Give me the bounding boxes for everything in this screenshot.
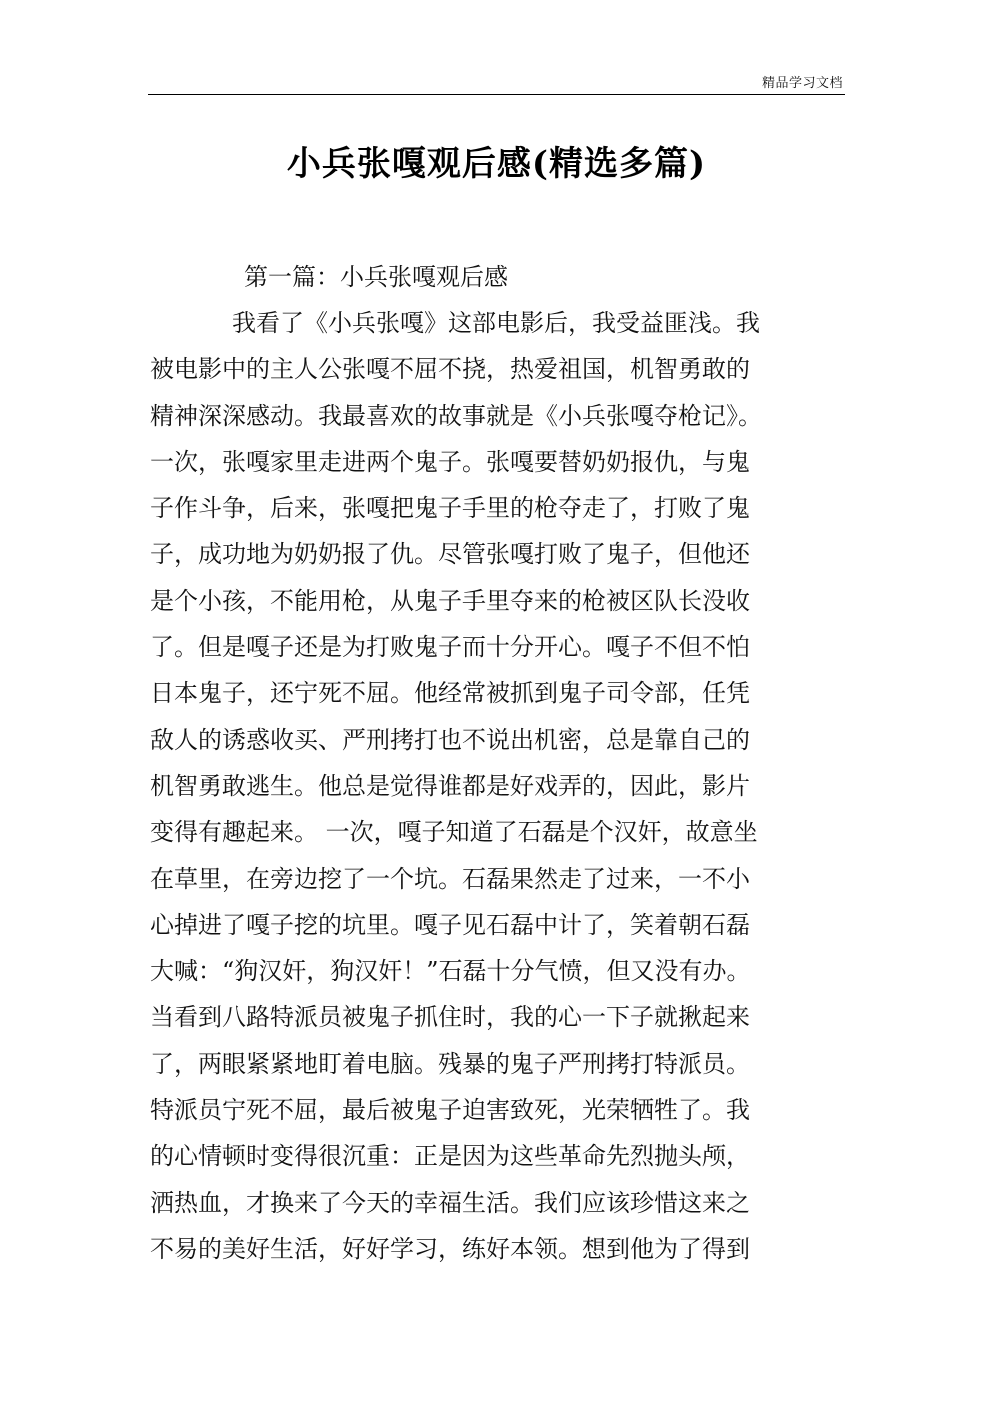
body-line: 的心情顿时变得很沉重：正是因为这些革命先烈抛头颅，: [150, 1142, 750, 1171]
body-line: 不易的美好生活，好好学习，练好本领。想到他为了得到: [150, 1234, 750, 1263]
body-line: 日本鬼子，还宁死不屈。他经常被抓到鬼子司令部，任凭: [150, 679, 750, 708]
body-line: 敌人的诱惑收买、严刑拷打也不说出机密，总是靠自己的: [150, 725, 750, 754]
body-line: 精神深深感动。我最喜欢的故事就是《小兵张嘎夺枪记》。: [150, 401, 762, 430]
document-body: [150, 300, 850, 1272]
body-line: 当看到八路特派员被鬼子抓住时，我的心一下子就揪起来: [150, 1003, 750, 1032]
body-line: 洒热血，才换来了今天的幸福生活。我们应该珍惜这来之: [150, 1188, 750, 1217]
page-header: [148, 70, 845, 95]
body-line: 变得有趣起来。 一次，嘎子知道了石磊是个汉奸，故意坐: [150, 818, 758, 847]
body-line: 了，两眼紧紧地盯着电脑。残暴的鬼子严刑拷打特派员。: [150, 1049, 750, 1078]
body-line: 子，成功地为奶奶报了仇。尽管张嘎打败了鬼子，但他还: [150, 540, 750, 569]
body-line: 特派员宁死不屈，最后被鬼子迫害致死，光荣牺牲了。我: [150, 1096, 750, 1125]
body-line: 是个小孩，不能用枪，从鬼子手里夺来的枪被区队长没收: [150, 586, 750, 615]
body-line: 心掉进了嘎子挖的坑里。嘎子见石磊中计了，笑着朝石磊: [150, 910, 750, 939]
body-line: 我看了《小兵张嘎》这部电影后，我受益匪浅。我: [232, 309, 760, 337]
body-line: 被电影中的主人公张嘎不屈不挠，热爱祖国，机智勇敢的: [150, 355, 750, 384]
body-line: 在草里，在旁边挖了一个坑。石磊果然走了过来，一不小: [150, 864, 750, 893]
body-line: 了。但是嘎子还是为打败鬼子而十分开心。嘎子不但不怕: [150, 633, 750, 662]
document-title: 小兵张嘎观后感(精选多篇): [286, 144, 707, 184]
body-line: 子作斗争，后来，张嘎把鬼子手里的枪夺走了，打败了鬼: [150, 494, 750, 523]
body-line: 大喊：“狗汉奸，狗汉奸！”石磊十分气愤，但又没有办。: [150, 957, 751, 986]
section-heading: 第一篇：小兵张嘎观后感: [244, 263, 508, 291]
body-line: 一次，张嘎家里走进两个鬼子。张嘎要替奶奶报仇，与鬼: [150, 447, 750, 476]
header-label: 精品学习文档: [761, 76, 843, 91]
body-line: 机智勇敢逃生。他总是觉得谁都是好戏弄的，因此，影片: [150, 771, 750, 800]
